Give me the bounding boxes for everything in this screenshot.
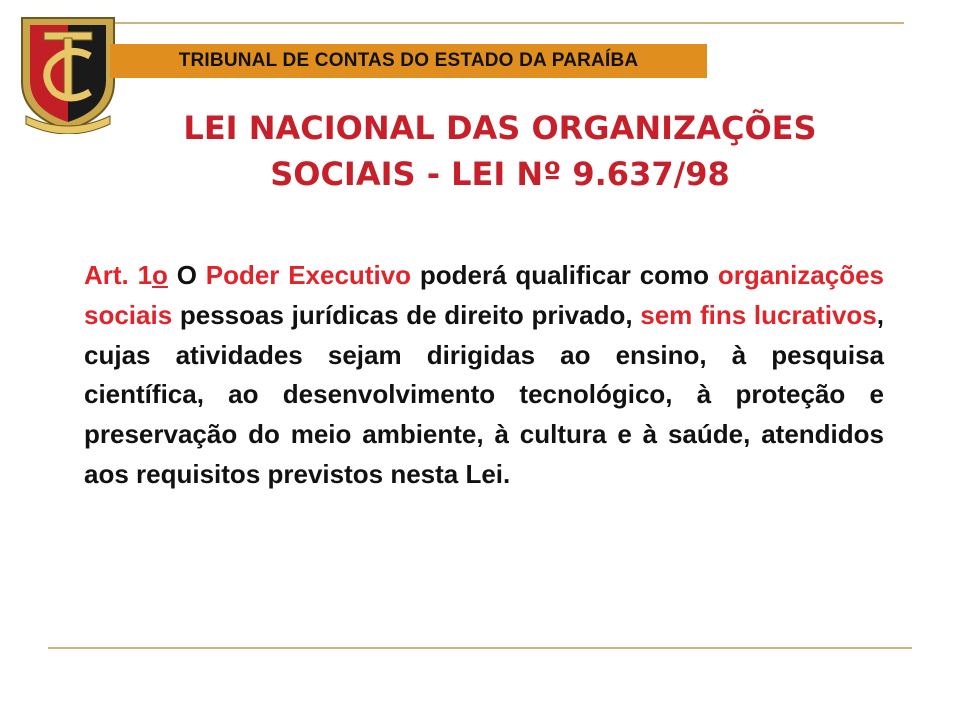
article-text-2: pessoas jurídicas de direito privado, xyxy=(172,299,641,330)
top-rule xyxy=(60,22,904,24)
article-text-1: poderá qualificar como xyxy=(411,260,718,290)
article-paragraph xyxy=(84,256,884,495)
slide-title-line-2: SOCIAIS - LEI Nº 9.637/98 xyxy=(270,155,730,193)
institution-banner xyxy=(110,44,707,78)
actor-article: O xyxy=(167,260,206,290)
article-text-3: , cujas atividades sejam dirigidas ao ensino, à pesquisa científica, ao desenvolvimento tecnológico, à proteção e preservação do meio ambiente, à cultura e à saúde, atendidos aos requisitos previstos nesta Lei. xyxy=(84,299,884,489)
article-number: Art. 1 xyxy=(84,260,153,290)
organizations-term: organizações sociais xyxy=(84,260,885,330)
tce-pb-crest-icon xyxy=(14,12,122,134)
slide-title-line-1: LEI NACIONAL DAS ORGANIZAÇÕES xyxy=(183,109,817,147)
institution-name: TRIBUNAL DE CONTAS DO ESTADO DA PARAÍBA xyxy=(178,50,639,71)
actor-term: Poder Executivo xyxy=(205,260,412,290)
slide-title xyxy=(120,105,880,197)
bottom-rule xyxy=(48,647,912,649)
nonprofit-term: sem fins lucrativos xyxy=(640,299,877,330)
article-ordinal: o xyxy=(152,260,168,290)
